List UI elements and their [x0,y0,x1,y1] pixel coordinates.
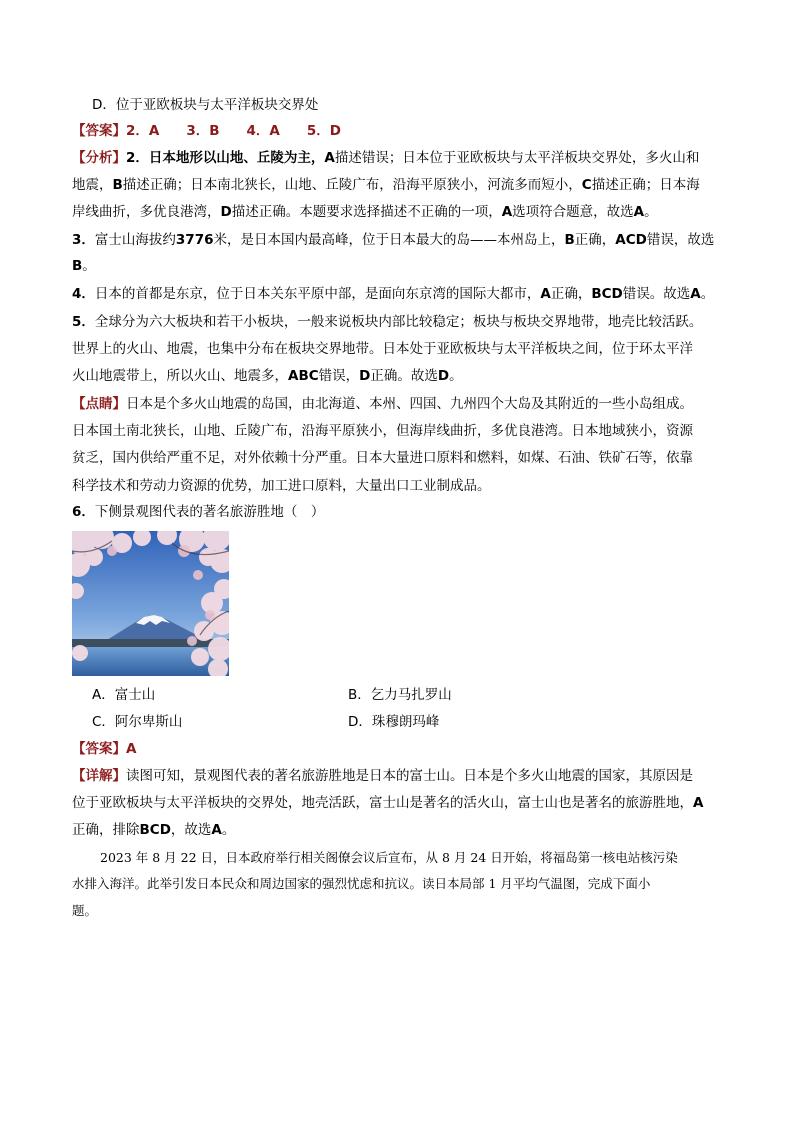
material-line-1: 2023 年 8 月 22 日，日本政府举行相关阁僚会议后宣布，从 8 月 24 日开始，将福岛第一核电站核污染 [100,850,678,865]
analysis-line-1: 【分析】2．日本地形以山地、丘陵为主，A描述错误；日本位于亚欧板块与太平洋板块交界处，多火山和 [72,150,700,166]
analysis-line-6: 4．日本的首都是东京，位于日本关东平原中部，是面向东京湾的国际大都市，A正确，BCD错误。故选A。 [72,286,715,302]
material-line-2: 水排入海洋。此举引发日本民众和周边国家的强烈忧虑和抗议。读日本局部 1 月平均气温图，完成下面小 [72,876,651,891]
analysis-tag: 【分析】 [72,150,126,166]
answer-tag: 【答案】 [72,741,126,757]
detail-line-1: 【详解】读图可知，景观图代表的著名旅游胜地是日本的富士山。日本是个多火山地震的国家，其原因是 [72,768,693,784]
analysis-line-9: 火山地震带上，所以火山、地震多，ABC错误，D正确。故选D。 [72,368,463,384]
analysis-line-4: 3．富士山海拔约3776米，是日本国内最高峰，位于日本最大的岛——本州岛上，B正确，ACD错误，故选 [72,232,715,248]
option-d-q6: D．珠穆朗玛峰 [348,714,440,730]
tip-line-1: 【点睛】日本是个多火山地震的岛国，由北海道、本州、四国、九州四个大岛及其附近的一些小岛组成。 [72,396,693,412]
answer-value: A [126,741,137,757]
detail-tag: 【详解】 [72,768,126,784]
option-c-q6: C．阿尔卑斯山 [92,714,183,730]
analysis-line-8: 世界上的火山、地震，也集中分布在板块交界地带。日本处于亚欧板块与太平洋板块之间，位于环太平洋 [72,341,693,357]
option-a-q6: A．富士山 [92,687,156,703]
analysis-line-3: 岸线曲折，多优良港湾，D描述正确。本题要求选择描述不正确的一项，A选项符合题意，故选A。 [72,204,658,220]
tip-line-3: 贫乏，国内供给严重不足，对外依赖十分严重。日本大量进口原料和燃料，如煤、石油、铁矿石等，依靠 [72,450,693,466]
tip-line-2: 日本国土南北狭长，山地、丘陵广布，沿海平原狭小，但海岸线曲折，多优良港湾。日本地域狭小，资源 [72,423,693,439]
answer-values: 2．A 3．B 4．A 5．D [126,123,341,139]
analysis-line-5: B。 [72,258,96,274]
tip-line-4: 科学技术和劳动力资源的优势，加工进口原料，大量出口工业制成品。 [72,478,491,494]
material-line-3: 题。 [72,903,98,918]
answer-line-1 [72,121,341,141]
mount-fuji-cherry-blossom-photo [72,531,229,676]
analysis-line-2: 地震，B描述正确；日本南北狭长，山地、丘陵广布，沿海平原狭小，河流多而短小，C描述正确；日本海 [72,177,700,193]
question-6-stem: 6．下侧景观图代表的著名旅游胜地（ ） [72,504,325,520]
answer-tag: 【答案】 [72,123,126,139]
option-b-q6: B．乞力马扎罗山 [348,687,452,703]
analysis-line-7: 5．全球分为六大板块和若干小板块，一般来说板块内部比较稳定；板块与板块交界地带，地壳比较活跃。 [72,314,703,330]
answer-line-6 [72,739,136,759]
detail-line-3: 正确，排除BCD，故选A。 [72,822,236,838]
tip-tag: 【点睛】 [72,396,126,412]
detail-line-2: 位于亚欧板块与太平洋板块的交界处，地壳活跃，富士山是著名的活火山，富士山也是著名的旅游胜地，A [72,795,704,811]
option-d-q1: D．位于亚欧板块与太平洋板块交界处 [92,97,319,113]
